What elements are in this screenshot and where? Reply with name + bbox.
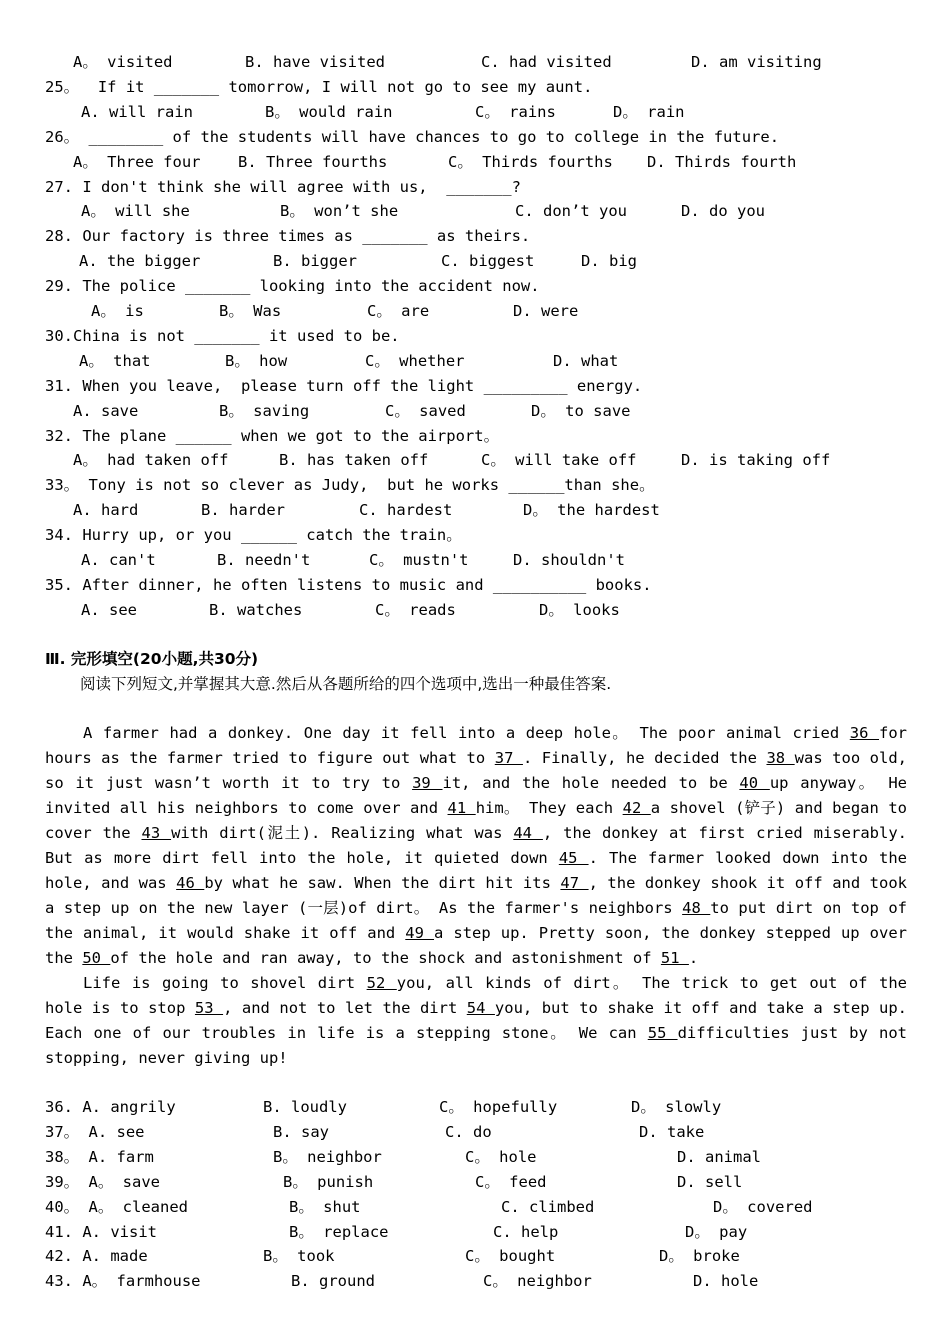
mc-top-line	[45, 224, 907, 249]
mc-top-line	[45, 523, 907, 548]
question-stem: 41. A. visit	[45, 1222, 157, 1241]
mc-top-line	[45, 598, 907, 623]
answer-option: B。 won’t she	[280, 202, 399, 221]
answer-option: D. sell	[677, 1172, 743, 1191]
mc-bottom-line	[45, 1269, 907, 1294]
answer-option: B. say	[273, 1122, 329, 1141]
answer-option: C. do	[445, 1122, 492, 1141]
answer-option: C. had visited	[481, 53, 612, 71]
answer-option: B. ground	[291, 1272, 375, 1291]
answer-option: B. Three fourths	[238, 152, 388, 171]
mc-top-line	[45, 374, 907, 399]
question-stem: 42. A. made	[45, 1247, 148, 1266]
answer-option: D。 rain	[613, 102, 685, 121]
question-stem: 27. I don't think she will agree with us, _______?	[45, 177, 521, 196]
answer-option: D. is taking off	[681, 451, 831, 470]
answer-option: C. help	[493, 1222, 559, 1241]
answer-option: B。 took	[263, 1247, 335, 1266]
mc-top-line	[45, 100, 907, 125]
question-stem: 43. A。 farmhouse	[45, 1272, 201, 1291]
question-stem: 32. The plane ______ when we got to the airport。	[45, 426, 500, 445]
mc-bottom-line	[45, 1145, 907, 1170]
answer-option: B. harder	[201, 501, 285, 520]
answer-option: B. has taken off	[279, 451, 429, 470]
answer-option: A。 Three four	[73, 152, 201, 171]
question-stem: 29. The police _______ looking into the accident now.	[45, 277, 540, 296]
answer-option: C。 hopefully	[439, 1098, 558, 1116]
section-title: Ⅲ. 完形填空(20小题,共30分)	[45, 650, 259, 668]
answer-option: D. Thirds fourth	[647, 152, 797, 171]
cloze-blank: 40	[739, 774, 770, 792]
answer-option: B。 saving	[219, 401, 310, 420]
answer-option: B. loudly	[263, 1098, 347, 1116]
cloze-blank: 51	[660, 949, 689, 967]
answer-option: A. the bigger	[79, 252, 201, 271]
answer-option: A。 is	[91, 302, 144, 320]
passage-paragraph-1: A farmer had a donkey. One day it fell into a deep hole。 The poor animal cried 36 for hours as the farmer tried to figure out what to 37 . Finally, he decided the 38 was too old, so it just wasn’t worth it to try to 39 it, and the hole needed to be 40 up anyway。 He invited all his neighbors to come over and 41 him。 They each 42 a shovel (铲子) and began to cover the 43 with dirt(泥土). Realizing what was 44 , the donkey at first cried miserably. But as more dirt fell into the hole, it quieted down 45 . The farmer looked down into the hole, and was 46 by what he saw. When the dirt hit its 47 , the donkey shook it off and took a step up on the new layer (一层)of dirt。 As the farmer's neighbors 48 to put dirt on top of the animal, it would shake it off and 49 a step up. Pretty soon, the donkey stepped up over the 50 of the hole and ran away, to the shock and astonishment of 51 .	[45, 724, 908, 967]
mc-top-line	[45, 399, 907, 424]
mc-top-line	[45, 573, 907, 598]
mc-top-line	[45, 50, 907, 75]
cloze-blank: 45	[558, 849, 589, 867]
question-stem: 26。 ________ of the students will have chances to go to college in the future.	[45, 127, 780, 146]
answer-option: C. climbed	[501, 1197, 595, 1216]
mc-top-line	[45, 324, 907, 349]
cloze-blank: 39	[412, 774, 443, 792]
mc-top-line	[45, 299, 907, 324]
question-stem: 39。 A。 save	[45, 1172, 160, 1191]
answer-option: D。 pay	[685, 1222, 748, 1241]
answer-option: A。 will she	[81, 202, 190, 221]
answer-option: B。 how	[225, 351, 288, 370]
cloze-blank: 48	[682, 899, 711, 917]
answer-option: A. hard	[73, 501, 139, 520]
answer-option: C。 will take off	[481, 451, 637, 470]
mc-top-line	[45, 199, 907, 224]
mc-bottom-line	[45, 1120, 907, 1145]
answer-option: B。 Was	[219, 302, 282, 320]
mc-top-line	[45, 175, 907, 200]
cloze-blank: 44	[513, 824, 543, 842]
answer-option: C。 are	[367, 302, 430, 320]
mc-top-line	[45, 249, 907, 274]
mc-top-line	[45, 274, 907, 299]
answer-option: D。 the hardest	[523, 501, 660, 520]
cloze-blank: 54	[466, 999, 495, 1017]
answer-option: D. am visiting	[691, 53, 822, 71]
answer-option: D. what	[553, 351, 619, 370]
answer-option: B. watches	[209, 600, 303, 619]
cloze-blank: 55	[647, 1024, 678, 1042]
answer-option: B. have visited	[245, 53, 385, 71]
answer-option: D. big	[581, 252, 637, 271]
cloze-blank: 43	[141, 824, 172, 842]
mc-top-line	[45, 448, 907, 473]
answer-option: D. take	[639, 1122, 705, 1141]
answer-option: A。 visited	[73, 53, 173, 71]
cloze-blank: 52	[366, 974, 397, 992]
cloze-blank: 46	[176, 874, 205, 892]
answer-option: C。 saved	[385, 401, 466, 420]
answer-option: C。 bought	[465, 1247, 556, 1266]
mc-top-line	[45, 75, 907, 100]
mc-top-line	[45, 349, 907, 374]
question-stem: 34. Hurry up, or you ______ catch the train。	[45, 526, 462, 545]
mc-bottom-line	[45, 1220, 907, 1245]
cloze-blank: 53	[194, 999, 224, 1017]
answer-option: B。 would rain	[265, 102, 393, 121]
mc-bottom-line	[45, 1095, 907, 1120]
mc-top-line	[45, 473, 907, 498]
answer-option: C. hardest	[359, 501, 453, 520]
question-stem: 33。 Tony is not so clever as Judy, but he works ______than she。	[45, 476, 655, 495]
answer-option: D。 broke	[659, 1247, 740, 1266]
cloze-blank: 50	[82, 949, 111, 967]
mc-top-line	[45, 125, 907, 150]
answer-option: B。 replace	[289, 1222, 389, 1241]
question-stem: 30.China is not _______ it used to be.	[45, 326, 400, 345]
cloze-blank: 41	[447, 799, 476, 817]
answer-option: A. see	[81, 600, 137, 619]
answer-option: C。 rains	[475, 102, 556, 121]
section-instruction: 阅读下列短文,并掌握其大意.然后从各题所给的四个选项中,选出一种最佳答案.	[80, 675, 612, 693]
question-stem: 36. A. angrily	[45, 1098, 176, 1116]
answer-option: C。 feed	[475, 1172, 547, 1191]
answer-option: B。 punish	[283, 1172, 374, 1191]
answer-option: C。 hole	[465, 1147, 537, 1166]
answer-option: B。 neighbor	[273, 1147, 382, 1166]
answer-option: D。 covered	[713, 1197, 813, 1216]
question-stem: 37。 A. see	[45, 1122, 145, 1141]
answer-option: B. bigger	[273, 252, 357, 271]
answer-option: D. do you	[681, 202, 765, 221]
cloze-blank: 36	[849, 724, 879, 742]
answer-option: C。 whether	[365, 351, 465, 370]
mc-top-line	[45, 548, 907, 573]
cloze-blank: 38	[766, 749, 795, 767]
answer-option: C。 reads	[375, 600, 456, 619]
answer-option: D. shouldn't	[513, 551, 625, 569]
answer-option: C。 mustn't	[369, 551, 469, 569]
question-stem: 40。 A。 cleaned	[45, 1197, 188, 1216]
mc-bottom-line	[45, 1244, 907, 1269]
answer-option: D. were	[513, 302, 579, 320]
answer-option: D。 slowly	[631, 1098, 722, 1116]
mc-top-line	[45, 498, 907, 523]
passage-paragraph-2: Life is going to shovel dirt 52 you, all kinds of dirt。 The trick to get out of the hole is to stop 53 , and not to let the dirt 54 you, but to shake it off and take a step up. Each one of our troubles in life is a stepping stone。 We can 55 difficulties just by not stopping, never giving up!	[45, 974, 908, 1067]
answer-option: C。 Thirds fourths	[448, 152, 613, 171]
answer-option: A. will rain	[81, 102, 193, 121]
question-stem: 38。 A. farm	[45, 1147, 154, 1166]
mc-bottom-line	[45, 1195, 907, 1220]
answer-option: D。 to save	[531, 401, 631, 420]
answer-option: A. save	[73, 401, 139, 420]
cloze-blank: 42	[622, 799, 651, 817]
answer-option: D。 looks	[539, 600, 620, 619]
cloze-passage	[45, 721, 907, 1071]
mc-top-line	[45, 150, 907, 175]
answer-option: A. can't	[81, 551, 156, 569]
answer-option: A。 had taken off	[73, 451, 229, 470]
answer-option: C. don’t you	[515, 202, 627, 221]
cloze-blank: 47	[560, 874, 589, 892]
answer-option: D. hole	[693, 1272, 759, 1291]
answer-option: C。 neighbor	[483, 1272, 592, 1291]
answer-option: C. biggest	[441, 252, 535, 271]
question-stem: 35. After dinner, he often listens to music and __________ books.	[45, 575, 652, 594]
mc-top-line	[45, 424, 907, 449]
answer-option: A。 that	[79, 351, 151, 370]
answer-option: B。 shut	[289, 1197, 361, 1216]
answer-option: D. animal	[677, 1147, 761, 1166]
question-stem: 31. When you leave, please turn off the light _________ energy.	[45, 376, 643, 395]
question-stem: 28. Our factory is three times as _______ as theirs.	[45, 227, 531, 246]
question-stem: 25。 If it _______ tomorrow, I will not go to see my aunt.	[45, 77, 593, 96]
cloze-blank: 37	[494, 749, 523, 767]
answer-option: B. needn't	[217, 551, 311, 569]
mc-bottom-line	[45, 1170, 907, 1195]
cloze-blank: 49	[405, 924, 435, 942]
